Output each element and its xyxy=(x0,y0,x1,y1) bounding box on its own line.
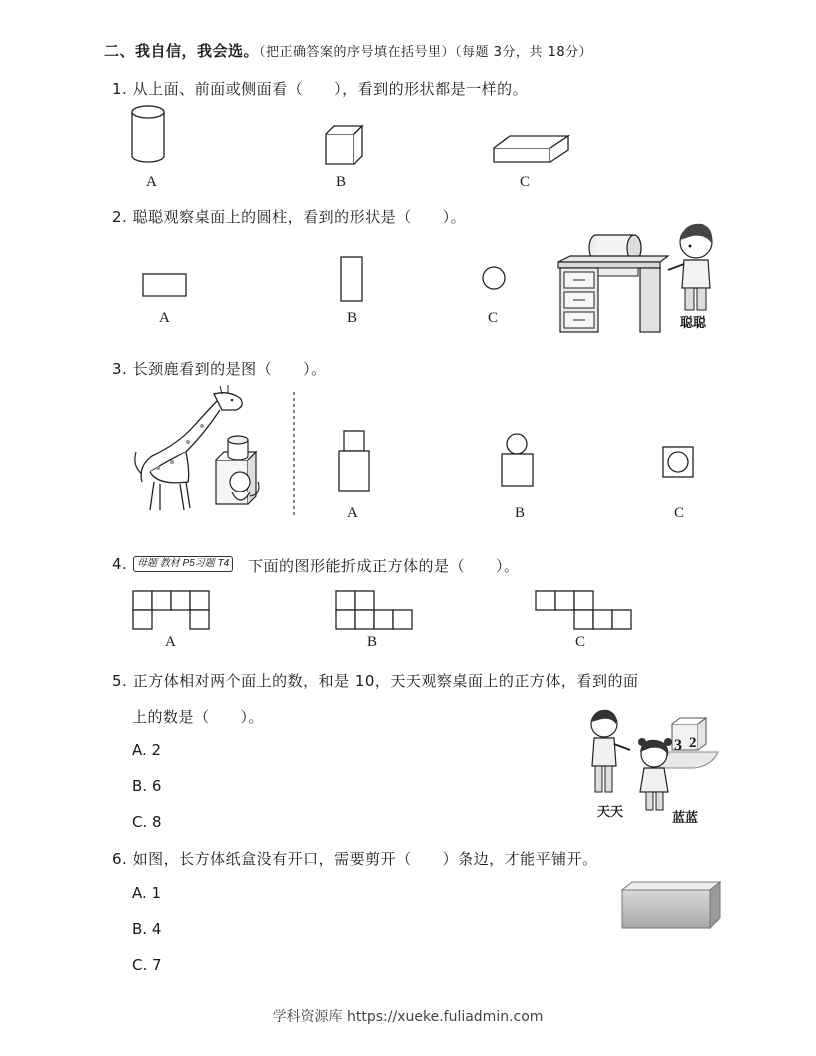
cube-net-b xyxy=(335,590,417,630)
q2-option-c[interactable]: C xyxy=(488,310,499,326)
q1-option-b[interactable]: B xyxy=(336,174,347,190)
q3-option-a[interactable]: A xyxy=(347,505,358,521)
footer-watermark: 学科资源库 https://xueke.fuliadmin.com xyxy=(272,1009,544,1025)
children-observing-cube-illustration xyxy=(584,702,724,814)
dashed-divider xyxy=(292,392,296,518)
question-2-text: 2. 聪聪观察桌面上的圆柱，看到的形状是（ ）。 xyxy=(112,208,467,226)
section-note: （把正确答案的序号填在括号里）（每题 3分，共 18分） xyxy=(259,45,593,60)
question-5-text-line2: 上的数是（ ）。 xyxy=(132,708,265,726)
q3-option-c[interactable]: C xyxy=(674,505,685,521)
q6-choice-c[interactable]: C. 7 xyxy=(132,956,162,974)
person-lanlan-label: 蓝蓝 xyxy=(672,811,699,826)
cube-face-number-side: 2 xyxy=(689,735,697,751)
question-4-text: 下面的图形能折成正方体的是（ ）。 xyxy=(248,557,520,575)
giraffe-scene-illustration xyxy=(128,386,268,514)
q4-option-a[interactable]: A xyxy=(165,634,176,650)
tall-rectangle-figure xyxy=(340,256,364,302)
q3-option-b[interactable]: B xyxy=(515,505,526,521)
q2-option-b[interactable]: B xyxy=(347,310,358,326)
q5-choice-b[interactable]: B. 6 xyxy=(132,777,162,795)
cube-figure xyxy=(324,124,364,168)
circle-in-square-top-view xyxy=(662,446,696,480)
cylinder-figure xyxy=(130,104,170,166)
circle-on-square-view xyxy=(500,432,538,490)
question-4-number: 4. xyxy=(112,555,128,573)
q5-choice-a[interactable]: A. 2 xyxy=(132,741,162,759)
q1-option-a[interactable]: A xyxy=(146,174,157,190)
question-3-text: 3. 长颈鹿看到的是图（ ）。 xyxy=(112,360,327,378)
question-6-text: 6. 如图，长方体纸盒没有开口，需要剪开（ ）条边，才能平铺开。 xyxy=(112,850,598,868)
q4-option-c[interactable]: C xyxy=(575,634,586,650)
q5-choice-c[interactable]: C. 8 xyxy=(132,813,162,831)
q6-choice-a[interactable]: A. 1 xyxy=(132,884,162,902)
circle-figure xyxy=(482,266,508,292)
q2-option-a[interactable]: A xyxy=(159,310,170,326)
q4-option-b[interactable]: B xyxy=(367,634,378,650)
cube-net-a xyxy=(132,590,214,630)
cuboid-box-illustration xyxy=(620,880,724,930)
section-title: 二、我自信，我会选。 xyxy=(104,42,260,60)
section-header xyxy=(104,40,592,61)
cylinder-on-cube-front-view xyxy=(337,430,373,496)
q1-option-c[interactable]: C xyxy=(520,174,531,190)
person-congcong-label: 聪聪 xyxy=(680,316,707,331)
cube-face-number-front: 3 xyxy=(674,737,682,754)
cube-net-c xyxy=(535,590,633,630)
textbook-source-badge: 母题 教材 P5习题 T4 xyxy=(133,556,233,572)
question-5-text-line1: 5. 正方体相对两个面上的数，和是 10，天天观察桌面上的正方体，看到的面 xyxy=(112,672,639,690)
question-1-text: 1. 从上面、前面或侧面看（ ），看到的形状都是一样的。 xyxy=(112,80,529,98)
wide-rectangle-figure xyxy=(142,273,188,297)
q6-choice-b[interactable]: B. 4 xyxy=(132,920,162,938)
flat-cuboid-figure xyxy=(492,134,572,166)
person-tiantian-label: 天天 xyxy=(597,805,624,820)
